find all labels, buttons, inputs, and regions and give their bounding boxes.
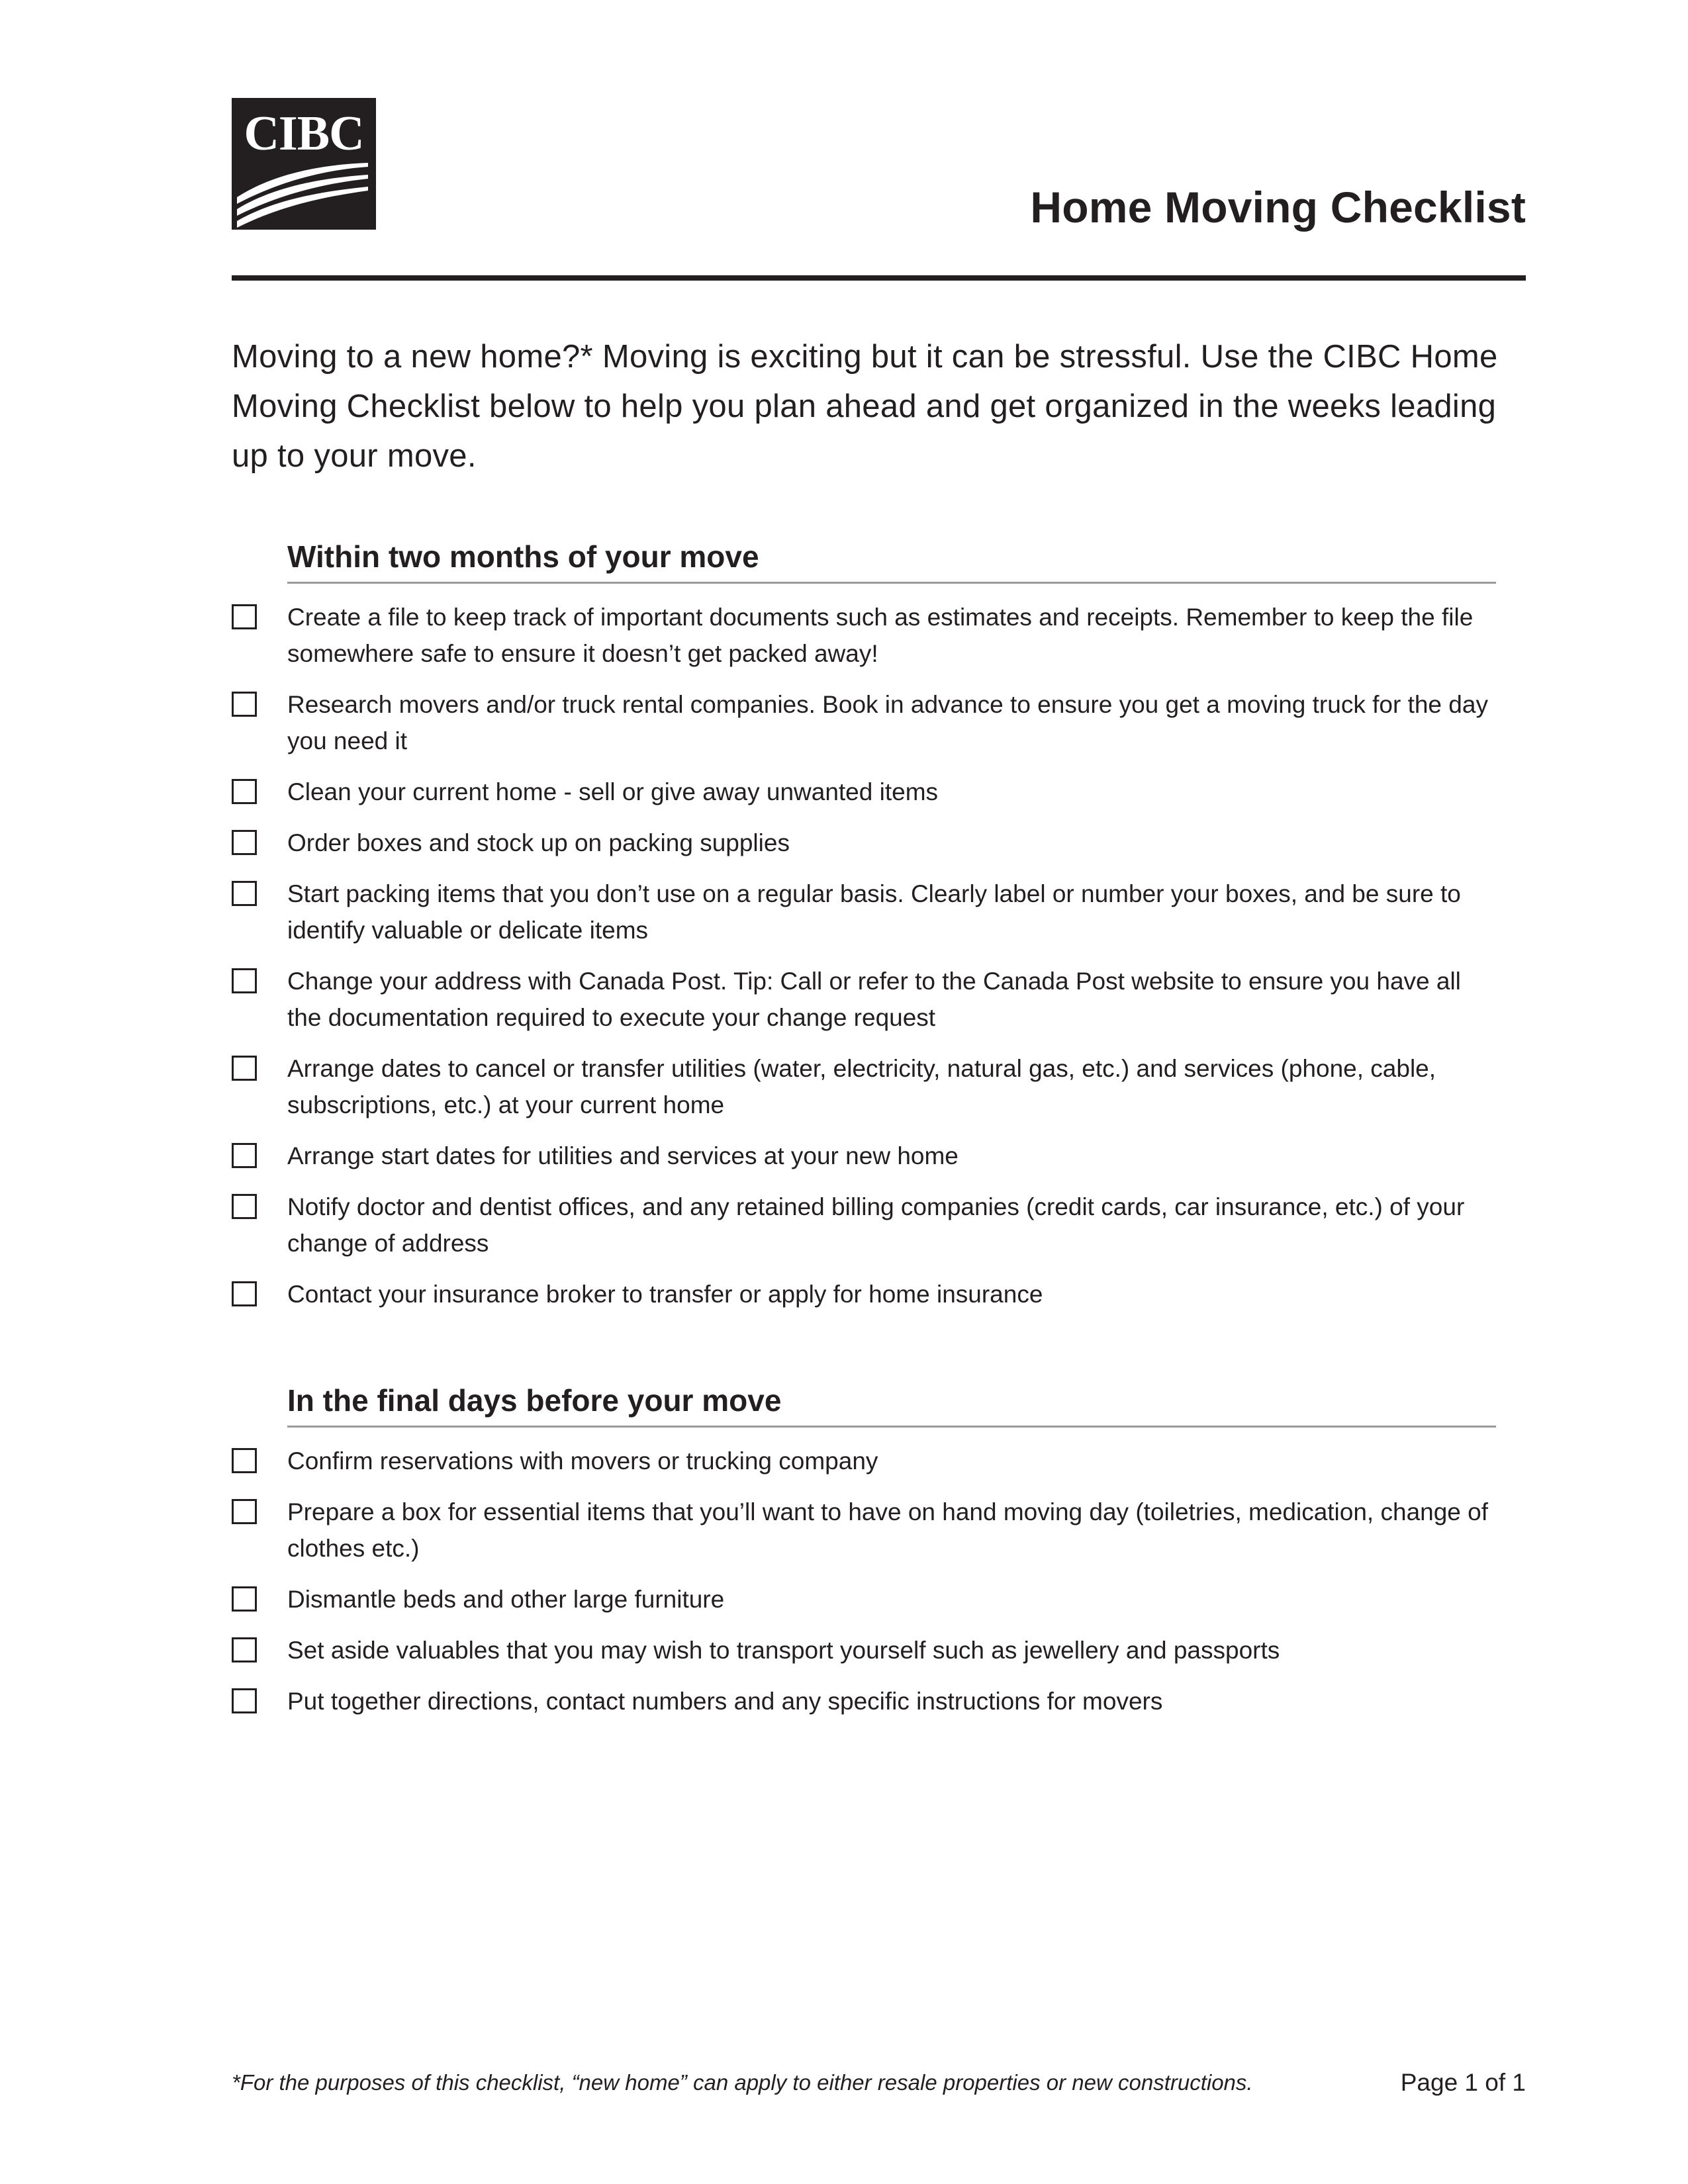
checklist-item-text: Set aside valuables that you may wish to transport yourself such as jewellery and passports: [287, 1637, 1280, 1664]
checklist-item: [232, 1276, 1496, 1312]
checklist-item-text: Order boxes and stock up on packing supplies: [287, 829, 790, 856]
checklist-item: [232, 825, 1496, 861]
checklist-item: [232, 1443, 1496, 1479]
checkbox[interactable]: [232, 1056, 257, 1081]
checklist-item-text: Notify doctor and dentist offices, and any retained billing companies (credit cards, car insurance, etc.) of your change of address: [287, 1193, 1465, 1257]
checkbox[interactable]: [232, 1499, 257, 1524]
checklist-item-text: Start packing items that you don’t use on a regular basis. Clearly label or number your boxes, and be sure to identify valuable or delicate items: [287, 880, 1461, 944]
section-heading: Within two months of your move: [287, 533, 1496, 584]
checklist-item-text: Create a file to keep track of important documents such as estimates and receipts. Remember to keep the file somewhere safe to ensure it doesn’t get packed away!: [287, 604, 1474, 667]
cibc-logo: [232, 98, 376, 230]
section-final-days: [232, 1377, 1496, 1734]
footnote: *For the purposes of this checklist, “new home” can apply to either resale properties or new constructions.: [232, 2070, 1253, 2095]
checkbox[interactable]: [232, 881, 257, 906]
checklist: [232, 1443, 1496, 1719]
checklist-item: [232, 1683, 1496, 1719]
checklist-item-text: Clean your current home - sell or give away unwanted items: [287, 778, 939, 805]
checklist-item: [232, 1632, 1496, 1668]
checkbox[interactable]: [232, 1586, 257, 1612]
checklist-item: [232, 1189, 1496, 1261]
checklist-item: [232, 1138, 1496, 1174]
checkbox[interactable]: [232, 604, 257, 629]
checkbox[interactable]: [232, 830, 257, 855]
checklist-item-text: Research movers and/or truck rental companies. Book in advance to ensure you get a moving truck for the day you need it: [287, 691, 1488, 754]
checklist-item-text: Arrange start dates for utilities and services at your new home: [287, 1142, 959, 1169]
checklist-item: [232, 599, 1496, 672]
checklist-item: [232, 1050, 1496, 1123]
checkbox[interactable]: [232, 968, 257, 993]
checklist-item-text: Confirm reservations with movers or trucking company: [287, 1447, 878, 1475]
checkbox[interactable]: [232, 1143, 257, 1168]
checklist-item: [232, 1494, 1496, 1567]
checklist-item: [232, 1581, 1496, 1617]
checklist-item: [232, 774, 1496, 810]
checklist-item-text: Prepare a box for essential items that you’ll want to have on hand moving day (toiletries, medication, change of clothes etc.): [287, 1498, 1489, 1562]
checkbox[interactable]: [232, 1194, 257, 1219]
page-title: Home Moving Checklist: [1030, 183, 1526, 232]
checkbox[interactable]: [232, 1281, 257, 1306]
checklist-item-text: Arrange dates to cancel or transfer utilities (water, electricity, natural gas, etc.) and services (phone, cable, subscriptions, etc.) at your current home: [287, 1055, 1436, 1118]
checklist: [232, 599, 1496, 1312]
checklist-item-text: Put together directions, contact numbers and any specific instructions for movers: [287, 1688, 1163, 1715]
checklist-item: [232, 686, 1496, 759]
cibc-logo-text: CIBC: [244, 107, 364, 161]
checkbox[interactable]: [232, 779, 257, 804]
checkbox[interactable]: [232, 692, 257, 717]
title-divider: [232, 275, 1526, 281]
checkbox[interactable]: [232, 1688, 257, 1713]
checklist-item-text: Change your address with Canada Post. Tip: Call or refer to the Canada Post website to ensure you have all the documentation required to execute your change request: [287, 968, 1461, 1031]
section-heading: In the final days before your move: [287, 1377, 1496, 1428]
checkbox[interactable]: [232, 1448, 257, 1473]
intro-paragraph: Moving to a new home?* Moving is exciting but it can be stressful. Use the CIBC Home Moving Checklist below to help you plan ahead and get organized in the weeks leading up to your move.: [232, 339, 1498, 474]
cibc-logo-mark: [232, 98, 376, 230]
checklist-item-text: Contact your insurance broker to transfer or apply for home insurance: [287, 1281, 1043, 1308]
checkbox[interactable]: [232, 1637, 257, 1662]
checklist-item-text: Dismantle beds and other large furniture: [287, 1586, 725, 1613]
section-two-months: [232, 533, 1496, 1327]
page-number: Page 1 of 1: [1400, 2069, 1526, 2096]
checklist-item: [232, 963, 1496, 1036]
checklist-item: [232, 876, 1496, 948]
